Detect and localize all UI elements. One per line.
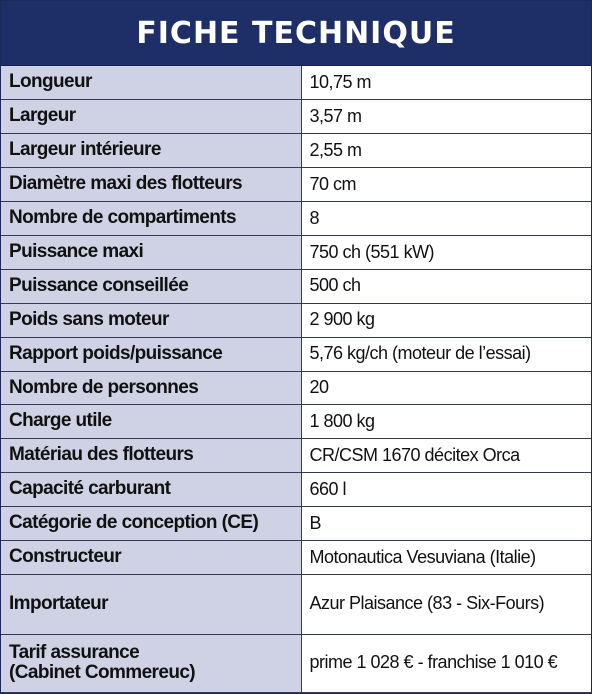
spec-label-tarif-line1: Tarif assurance	[9, 642, 140, 664]
spec-value-categorie-ce: B	[301, 507, 591, 541]
spec-label-diametre-flotteurs: Diamètre maxi des flotteurs	[1, 168, 301, 202]
table-row	[1, 134, 591, 168]
spec-value-constructeur: Motonautica Vesuviana (Italie)	[301, 540, 591, 574]
spec-value-tarif-assurance: prime 1 028 € - franchise 1 010 €	[301, 634, 591, 692]
table-row	[1, 202, 591, 236]
table-row	[1, 405, 591, 439]
spec-label-materiau: Matériau des flotteurs	[1, 439, 301, 473]
spec-label-personnes: Nombre de personnes	[1, 371, 301, 405]
table-row	[1, 473, 591, 507]
spec-table	[1, 66, 591, 693]
spec-value-charge-utile: 1 800 kg	[301, 405, 591, 439]
spec-value-largeur-interieure: 2,55 m	[301, 134, 591, 168]
spec-label-puissance-maxi: Puissance maxi	[1, 235, 301, 269]
spec-value-puissance-conseillee: 500 ch	[301, 269, 591, 303]
spec-value-importateur: Azur Plaisance (83 - Six-Fours)	[301, 574, 591, 634]
spec-label-puissance-conseillee: Puissance conseillée	[1, 269, 301, 303]
table-row	[1, 235, 591, 269]
table-row	[1, 439, 591, 473]
sheet-title: FICHE TECHNIQUE	[136, 16, 456, 51]
spec-value-longueur: 10,75 m	[301, 66, 591, 100]
spec-value-carburant: 660 l	[301, 473, 591, 507]
spec-label-compartiments: Nombre de compartiments	[1, 202, 301, 236]
spec-value-compartiments: 8	[301, 202, 591, 236]
table-row	[1, 303, 591, 337]
spec-value-personnes: 20	[301, 371, 591, 405]
spec-value-largeur: 3,57 m	[301, 100, 591, 134]
table-row	[1, 66, 591, 100]
spec-label-rapport-poids-puissance: Rapport poids/puissance	[1, 337, 301, 371]
spec-value-materiau: CR/CSM 1670 décitex Orca	[301, 439, 591, 473]
spec-label-largeur: Largeur	[1, 100, 301, 134]
table-row	[1, 168, 591, 202]
spec-label-charge-utile: Charge utile	[1, 405, 301, 439]
spec-label-largeur-interieure: Largeur intérieure	[1, 134, 301, 168]
table-row	[1, 337, 591, 371]
table-row	[1, 540, 591, 574]
table-row	[1, 634, 591, 692]
spec-label-tarif-line2: (Cabinet Commereuc)	[9, 662, 196, 684]
spec-label-constructeur: Constructeur	[1, 540, 301, 574]
table-row	[1, 371, 591, 405]
spec-label-carburant: Capacité carburant	[1, 473, 301, 507]
spec-label-poids: Poids sans moteur	[1, 303, 301, 337]
table-row	[1, 100, 591, 134]
spec-label-importateur: Importateur	[1, 574, 301, 634]
spec-label-longueur: Longueur	[1, 66, 301, 100]
table-row	[1, 574, 591, 634]
spec-label-tarif-assurance	[1, 634, 301, 692]
spec-value-diametre-flotteurs: 70 cm	[301, 168, 591, 202]
spec-label-categorie-ce: Catégorie de conception (CE)	[1, 507, 301, 541]
sheet-header	[1, 1, 591, 66]
spec-value-rapport-poids-puissance: 5,76 kg/ch (moteur de l’essai)	[301, 337, 591, 371]
table-row	[1, 507, 591, 541]
spec-value-poids: 2 900 kg	[301, 303, 591, 337]
spec-value-puissance-maxi: 750 ch (551 kW)	[301, 235, 591, 269]
table-row	[1, 269, 591, 303]
